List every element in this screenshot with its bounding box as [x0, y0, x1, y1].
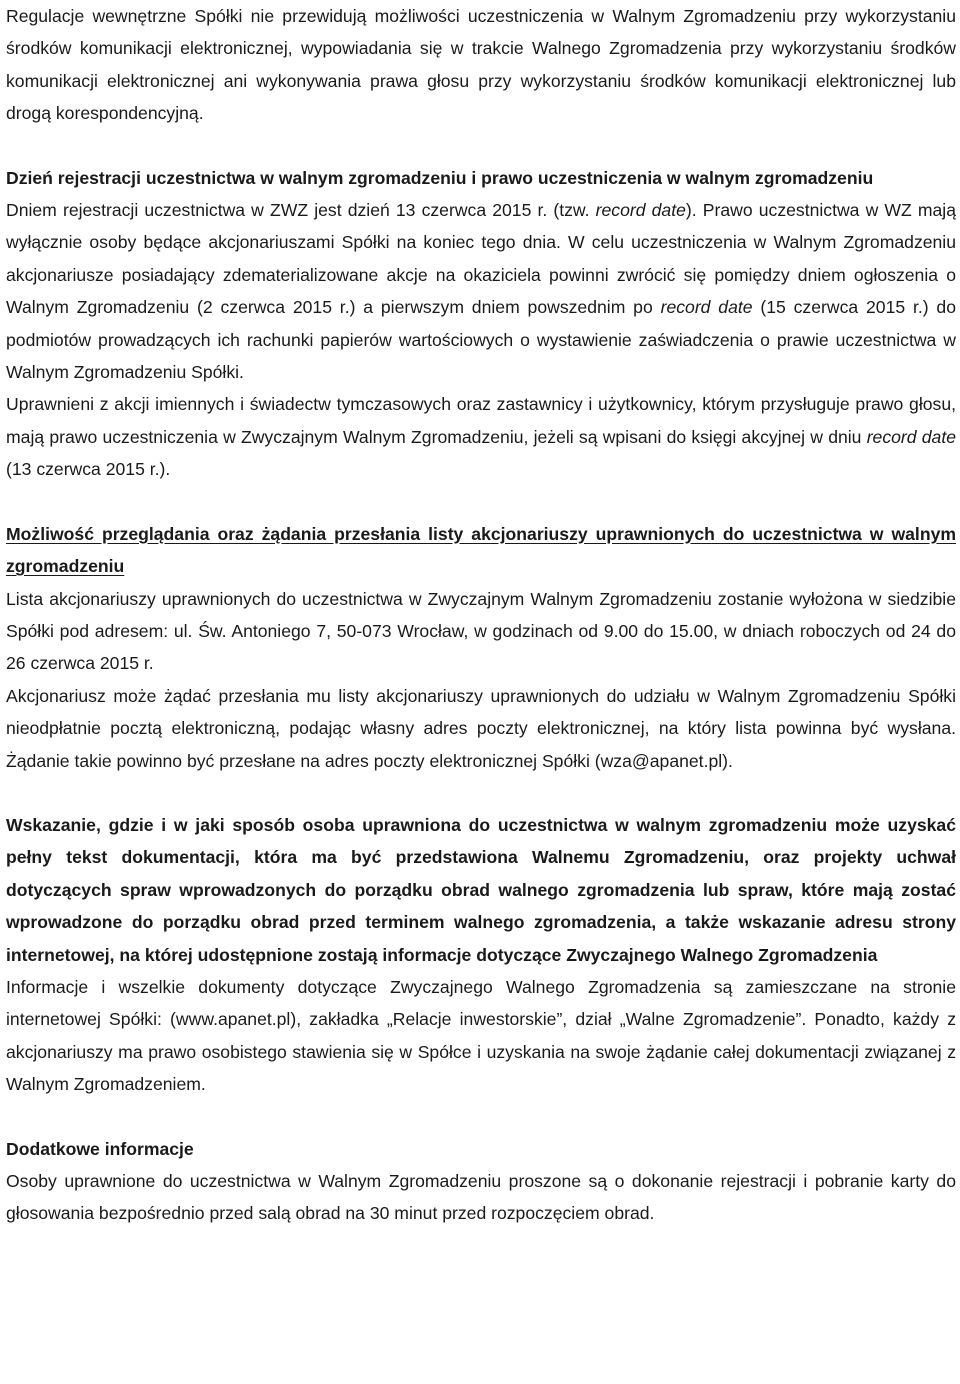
section-heading: Wskazanie, gdzie i w jaki sposób osoba uprawniona do uczestnictwa w walnym zgromadzeniu może uzyskać pełny tekst dokumentacji, która ma być przedstawiona Walnemu Zgromadzeniu, oraz projekty uchwał dotyczących spraw wprowadzonych do porządku obrad walnego zgromadzenia lub spraw, które mają zostać wprowadzone do porządku obrad przed terminem walnego zgromadzenia, a także wskazanie adresu strony internetowej, na której udostępnione zostają informacje dotyczące Zwyczajnego Walnego Zgromadzenia: [6, 814, 956, 965]
additional-info-paragraph: Osoby uprawnione do uczestnictwa w Walnym Zgromadzeniu proszone są o dokonanie rejestracji i pobranie karty do głosowania bezpośrednio przed salą obrad na 30 minut przed rozpoczęciem obrad.: [6, 1171, 956, 1224]
emphasis-text: record date: [595, 200, 686, 221]
text-span: ). Prawo uczestnictwa w WZ mają wyłącznie osoby będące akcjonariuszami Spółki na koniec tego dnia. W celu uczestniczenia w Walnym Zgromadzeniu akcjonariusze posiadający zdematerializowane akcje na okaziciela powinni zwrócić się pomiędzy dniem ogłoszenia o Walnym Zgromadzeniu (2 czerwca 2015 r.) a pierwszym dniem powszednim po: [6, 200, 956, 318]
text-span: Dniem rejestracji uczestnictwa w ZWZ jest dzień 13 czerwca 2015 r. (tzw.: [6, 200, 596, 221]
intro-paragraph: Regulacje wewnętrzne Spółki nie przewidują możliwości uczestniczenia w Walnym Zgromadzeniu przy wykorzystaniu środków komunikacji elektronicznej, wypowiadania się w trakcie Walnego Zgromadzenia przy wykorzystaniu środków komunikacji elektronicznej ani wykonywania prawa głosu przy wykorzystaniu środków komunikacji elektronicznej lub drogą korespondencyjną.: [6, 6, 956, 124]
section-record-date: [6, 162, 956, 486]
emphasis-text: record date: [660, 297, 753, 318]
registered-shares-paragraph: [6, 388, 956, 485]
section-heading: Dodatkowe informacje: [6, 1138, 194, 1159]
list-request-paragraph: Akcjonariusz może żądać przesłania mu listy akcjonariuszy uprawnionych do udziału w Walnym Zgromadzeniu Spółki nieodpłatnie pocztą elektroniczną, podając własny adres poczty elektronicznej, na który lista powinna być wysłana. Żądanie takie powinno być przesłane na adres poczty elektronicznej Spółki (wza@apanet.pl).: [6, 685, 956, 771]
text-span: Uprawnieni z akcji imiennych i świadectw tymczasowych oraz zastawnicy i użytkownicy, którym przysługuje prawo głosu, mają prawo uczestniczenia w Zwyczajnym Walnym Zgromadzeniu, jeżeli są wpisani do księgi akcyjnej w dniu: [6, 394, 956, 447]
spacer: [6, 130, 956, 162]
document-page: [6, 0, 956, 1230]
spacer: [6, 777, 956, 809]
documentation-paragraph: Informacje i wszelkie dokumenty dotyczące Zwyczajnego Walnego Zgromadzenia są zamieszczane na stronie internetowej Spółki: (www.apanet.pl), zakładka „Relacje inwestorskie”, dział „Walne Zgromadzenie”. Ponadto, każdy z akcjonariuszy ma prawo osobistego stawienia się w Spółce i uzyskania na swoje żądanie całej dokumentacji związanej z Walnym Zgromadzeniem.: [6, 976, 956, 1095]
list-location-paragraph: Lista akcjonariuszy uprawnionych do uczestnictwa w Zwyczajnym Walnym Zgromadzeniu zostanie wyłożona w siedzibie Spółki pod adresem: ul. Św. Antoniego 7, 50-073 Wrocław, w godzinach od 9.00 do 15.00, w dniach roboczych od 24 do 26 czerwca 2015 r.: [6, 588, 956, 674]
text-span: (15 czerwca 2015 r.) do podmiotów prowadzących ich rachunki papierów wartościowych o wystawienie zaświadczenia o prawie uczestnictwa w Walnym Zgromadzeniu Spółki.: [6, 297, 956, 383]
section-additional-info: [6, 1133, 956, 1230]
spacer: [6, 1101, 956, 1133]
record-date-paragraph: [6, 194, 956, 388]
emphasis-text: record date: [866, 426, 957, 447]
section-documentation: [6, 809, 956, 1101]
section-heading: Dzień rejestracji uczestnictwa w walnym zgromadzeniu i prawo uczestniczenia w walnym zgromadzeniu: [6, 167, 874, 188]
text-span: (13 czerwca 2015 r.).: [6, 459, 171, 480]
section-shareholder-list: [6, 518, 956, 777]
spacer: [6, 486, 956, 518]
section-heading: Możliwość przeglądania oraz żądania przesłania listy akcjonariuszy uprawnionych do uczestnictwa w walnym zgromadzeniu: [6, 523, 956, 577]
